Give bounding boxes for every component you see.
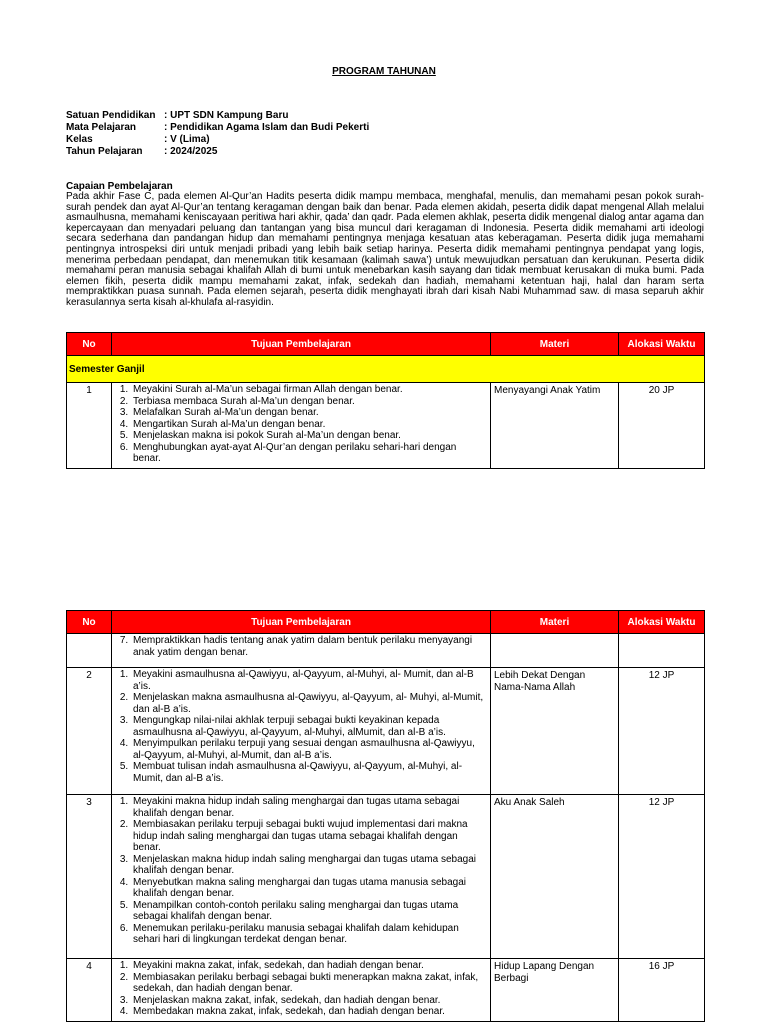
tujuan-item: 5. Menampilkan contoh-contoh perilaku saling menghargai dan tugas utama sebagai khalifah dengan benar. [131, 900, 486, 923]
tujuan-item: 4. Menyebutkan makna saling menghargai dan tugas utama manusia sebagai khalifah dengan benar. [131, 877, 486, 900]
header-tujuan: Tujuan Pembelajaran [112, 611, 491, 634]
row-alokasi: 12 JP [619, 668, 705, 795]
row-number: 4 [67, 959, 112, 1022]
header-no: No [67, 333, 112, 356]
tujuan-item: 6. Menghubungkan ayat-ayat Al-Qur’an dengan perilaku sehari-hari dengan benar. [131, 442, 486, 465]
row-materi: Hidup Lapang Dengan Berbagi [491, 959, 619, 1022]
table-row [67, 668, 705, 795]
tujuan-item: 7. Mempraktikkan hadis tentang anak yatim dalam bentuk perilaku menyayangi anak yatim dengan benar. [131, 635, 486, 658]
program-table-page2 [66, 610, 705, 1022]
info-value: : UPT SDN Kampung Baru [164, 110, 289, 121]
row-alokasi: 16 JP [619, 959, 705, 1022]
tujuan-list [112, 634, 490, 661]
semester-row [67, 356, 705, 383]
info-label: Kelas [66, 134, 93, 145]
tujuan-item: 3. Menjelaskan makna zakat, infak, sedekah, dan hadiah dengan benar. [131, 995, 486, 1007]
row-tujuan [112, 795, 491, 959]
tujuan-item: 1. Meyakini makna hidup indah saling menghargai dan tugas utama sebagai khalifah dengan benar. [131, 796, 486, 819]
capaian-text: Pada akhir Fase C, pada elemen Al-Qur’an Hadits peserta didik mampu membaca, menghafal, menulis, dan memahami pesan pokok surah-surah pendek dan ayat Al-Qur’an tentang keragaman dengan baik dan benar. Pada elemen akidah, peserta didik dapat mengenal Allah melalui asmaulhusna, memahami keniscayaan peritiwa hari akhir, qada’ dan qadr. Pada elemen akhlak, peserta didik mengenal dialog antar agama dan kepercayaan dan menyadari peluang dan tantangan yang bisa muncul dari keragaman di Indonesia. Peserta didik memahami arti ideologi secara sederhana dan pandangan hidup dan memahami pentingnya menjaga kesatuan atas keberagaman. Peserta didik juga memahami pentingnya introspeksi diri untuk menjadi pribadi yang lebih baik setiap harinya. Peserta didik memahami pentingnya pendapat yang logis, menerima perbedaan pendapat, dan menemukan titik kesamaan (kalimah sawa’) untuk mewujudkan persatuan dan kerukunan. Peserta didik memahami peran manusia sebagai khalifah Allah di bumi untuk menebarkan kasih sayang dan tidak membuat kerusakan di muka bumi. Pada elemen fikih, peserta didik mampu memahami zakat, infak, sedekah dan hadiah, memahami ketentuan haji, halal dan haram serta mempraktikkan puasa sunnah. Pada elemen sejarah, peserta didik menghayati ibrah dari kisah Nabi Muhammad saw. di masa separuh akhir kerasulannya serta kisah al-khulafa al-rasyidin. [66, 191, 704, 308]
tujuan-item: 3. Menjelaskan makna hidup indah saling menghargai dan tugas utama sebagai khalifah dengan benar. [131, 854, 486, 877]
info-label: Satuan Pendidikan [66, 110, 156, 121]
capaian-section [66, 181, 704, 309]
row-materi: Lebih Dekat Dengan Nama-Nama Allah [491, 668, 619, 795]
row-tujuan [112, 383, 491, 469]
tujuan-item: 3. Melafalkan Surah al-Ma’un dengan benar. [131, 407, 486, 419]
tujuan-item: 1. Meyakini makna zakat, infak, sedekah, dan hadiah dengan benar. [131, 960, 486, 972]
row-tujuan [112, 668, 491, 795]
tujuan-item: 1. Meyakini asmaulhusna al-Qawiyyu, al-Qayyum, al-Muhyi, al- Mumit, dan al-B a’is. [131, 669, 486, 692]
row-alokasi [619, 634, 705, 668]
table-row [67, 795, 705, 959]
tujuan-item: 2. Terbiasa membaca Surah al-Ma’un dengan benar. [131, 396, 486, 408]
semester-label: Semester Ganjil [67, 356, 705, 383]
info-label: Tahun Pelajaran [66, 146, 143, 157]
tujuan-item: 4. Mengartikan Surah al-Ma’un dengan benar. [131, 419, 486, 431]
row-alokasi: 20 JP [619, 383, 705, 469]
row-materi: Aku Anak Saleh [491, 795, 619, 959]
tujuan-item: 3. Mengungkap nilai-nilai akhlak terpuji sebagai bukti keyakinan kepada asmaulhusna al-Qawiyyu, al-Qayyum, al-Muhyi, alMumit, dan al-B a’is. [131, 715, 486, 738]
info-row [66, 146, 369, 158]
table-row [67, 634, 705, 668]
tujuan-item: 2. Menjelaskan makna asmaulhusna al-Qawiyyu, al-Qayyum, al- Muhyi, al-Mumit, dan al-B a’is. [131, 692, 486, 715]
tujuan-item: 4. Menyimpulkan perilaku terpuji yang sesuai dengan asmaulhusna al-Qawiyyu, al-Qayyum, al-Muhyi, al-Mumit, dan al-B a’is. [131, 738, 486, 761]
tujuan-list [112, 795, 490, 949]
header-tujuan: Tujuan Pembelajaran [112, 333, 491, 356]
header-no: No [67, 611, 112, 634]
row-number: 3 [67, 795, 112, 959]
table-header-row [67, 333, 705, 356]
row-number: 2 [67, 668, 112, 795]
tujuan-item: 5. Menjelaskan makna isi pokok Surah al-Ma’un dengan benar. [131, 430, 486, 442]
row-materi: Menyayangi Anak Yatim [491, 383, 619, 469]
table-row [67, 959, 705, 1022]
row-number: 1 [67, 383, 112, 469]
row-alokasi: 12 JP [619, 795, 705, 959]
page-title: PROGRAM TAHUNAN [332, 66, 436, 77]
header-alokasi: Alokasi Waktu [619, 611, 705, 634]
program-table-page1 [66, 332, 705, 469]
row-materi [491, 634, 619, 668]
tujuan-item: 5. Membuat tulisan indah asmaulhusna al-Qawiyyu, al-Qayyum, al-Muhyi, al-Mumit, dan al-B a’is. [131, 761, 486, 784]
header-materi: Materi [491, 333, 619, 356]
tujuan-item: 1. Meyakini Surah al-Ma’un sebagai firman Allah dengan benar. [131, 384, 486, 396]
identity-block [66, 110, 369, 158]
header-materi: Materi [491, 611, 619, 634]
tujuan-list [112, 668, 490, 787]
info-value: : Pendidikan Agama Islam dan Budi Pekerti [164, 122, 370, 133]
info-label: Mata Pelajaran [66, 122, 137, 133]
row-tujuan [112, 634, 491, 668]
info-row [66, 122, 369, 134]
header-alokasi: Alokasi Waktu [619, 333, 705, 356]
tujuan-item: 2. Membiasakan perilaku berbagi sebagai bukti menerapkan makna zakat, infak, sedekah, dan hadiah dengan benar. [131, 972, 486, 995]
table-header-row [67, 611, 705, 634]
tujuan-item: 4. Membedakan makna zakat, infak, sedekah, dan hadiah dengan benar. [131, 1006, 486, 1018]
tujuan-item: 2. Membiasakan perilaku terpuji sebagai bukti wujud implementasi dari makna hidup indah saling menghargai dan tugas utama sebagai khalifah dengan benar. [131, 819, 486, 854]
tujuan-list [112, 959, 490, 1021]
table-row [67, 383, 705, 469]
info-value: : V (Lima) [164, 134, 210, 145]
tujuan-list [112, 383, 490, 468]
capaian-title: Capaian Pembelajaran [66, 181, 173, 192]
tujuan-item: 6. Menemukan perilaku-perilaku manusia sebagai khalifah dalam kehidupan sehari hari di lingkungan terdekat dengan benar. [131, 923, 486, 946]
row-tujuan [112, 959, 491, 1022]
row-number [67, 634, 112, 668]
table-body [67, 634, 705, 1022]
info-value: : 2024/2025 [164, 146, 218, 157]
info-row [66, 134, 369, 146]
table-body [67, 383, 705, 469]
info-row [66, 110, 369, 122]
